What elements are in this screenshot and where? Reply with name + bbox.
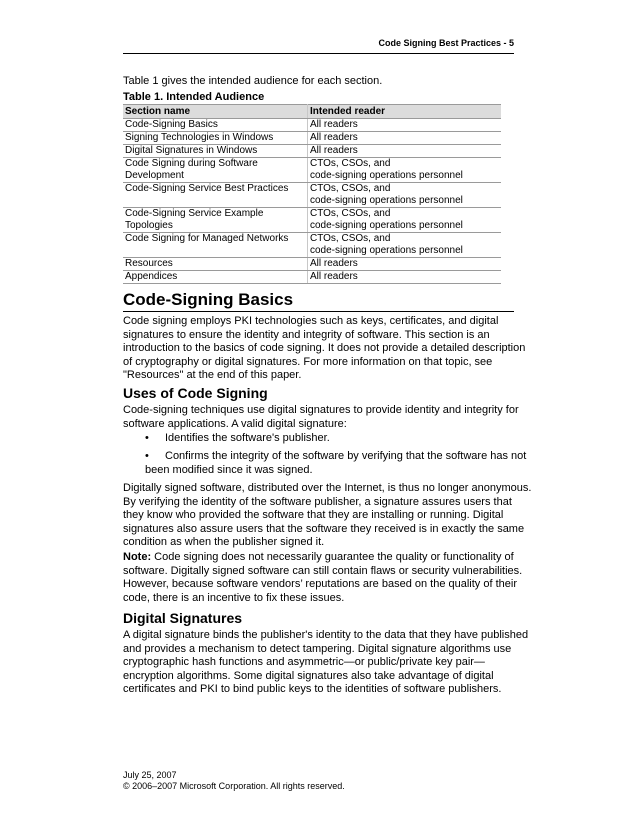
text-line: By verifying the identity of the software publisher, a signature assures users that xyxy=(123,495,512,508)
text-line: encryption algorithms. Some digital signatures also take advantage of digital xyxy=(123,669,494,682)
note-line: code, there is an incentive to fix these issues. xyxy=(123,591,345,604)
cell-line: CTOs, CSOs, and xyxy=(310,208,391,219)
footer-date: July 25, 2007 xyxy=(123,770,177,780)
cell-line: CTOs, CSOs, and xyxy=(310,183,391,194)
bullet-symbol: • xyxy=(145,450,149,462)
bullet-text xyxy=(145,450,526,477)
text-line: Identifies the software's publisher. xyxy=(165,432,330,444)
bullet-text xyxy=(145,432,330,446)
cell-line: CTOs, CSOs, and xyxy=(310,158,391,169)
table-row xyxy=(123,119,501,132)
cell-line: All readers xyxy=(310,258,358,269)
cell-line: code-signing operations personnel xyxy=(310,195,463,206)
table-body xyxy=(123,119,501,284)
cell-line: Resources xyxy=(125,258,173,269)
section-cell xyxy=(123,271,308,284)
digital-paragraph xyxy=(123,629,529,697)
bullet-item xyxy=(145,450,526,477)
table-row xyxy=(123,271,501,284)
uses-paragraph-2 xyxy=(123,482,532,550)
page-header xyxy=(123,36,514,54)
cell-line: Code Signing for Managed Networks xyxy=(125,233,289,244)
reader-cell xyxy=(308,271,502,284)
heading-digital-signatures: Digital Signatures xyxy=(123,610,243,626)
note-label: Note: xyxy=(123,551,152,563)
table-row xyxy=(123,258,501,271)
text-line: cryptographic hash functions and asymmetric—or public/private key pair— xyxy=(123,656,485,668)
cell-line: All readers xyxy=(310,271,358,282)
text-line: signatures also assure users that the software they received is in exactly the same xyxy=(123,522,525,535)
cell-line: CTOs, CSOs, and xyxy=(310,233,391,244)
bullet-symbol: • xyxy=(145,432,149,444)
cell-line: code-signing operations personnel xyxy=(310,245,463,256)
basics-paragraph xyxy=(123,315,526,383)
text-line: A digital signature binds the publisher's identity to the data that they have published xyxy=(123,629,529,641)
cell-line: Appendices xyxy=(125,271,178,282)
text-line: Code-signing techniques use digital signatures to provide identity and integrity for xyxy=(123,404,519,416)
section-cell xyxy=(123,258,308,271)
heading-uses-of-code-signing: Uses of Code Signing xyxy=(123,385,268,401)
text-line: Digitally signed software, distributed over the Internet, is thus no longer anonymous. xyxy=(123,482,532,494)
text-line: condition as when the publisher signed it. xyxy=(123,536,325,548)
cell-line: All readers xyxy=(310,119,358,130)
section-cell xyxy=(123,233,308,258)
heading-code-signing-basics: Code-Signing Basics xyxy=(123,290,514,312)
cell-line: code-signing operations personnel xyxy=(310,220,463,231)
cell-line: Code-Signing Service Example xyxy=(125,208,264,219)
intro-text: Table 1 gives the intended audience for each section. xyxy=(123,75,383,87)
cell-line: code-signing operations personnel xyxy=(310,170,463,181)
uses-paragraph xyxy=(123,404,518,431)
table-row xyxy=(123,233,501,258)
reader-cell xyxy=(308,208,502,233)
table-row xyxy=(123,145,501,158)
text-line: signatures to ensure the identity and integrity of software. This section is an xyxy=(123,328,490,341)
table-header-row xyxy=(123,105,501,119)
section-cell xyxy=(123,208,308,233)
text-line: software applications. A valid digital signature: xyxy=(123,417,347,430)
cell-line: Code-Signing Service Best Practices xyxy=(125,183,289,194)
reader-cell xyxy=(308,183,502,208)
bullet-line: Confirms the integrity of the software by verifying that the software has not xyxy=(165,450,527,462)
column-header-reader: Intended reader xyxy=(308,105,502,119)
section-cell xyxy=(123,145,308,158)
reader-cell xyxy=(308,145,502,158)
reader-cell xyxy=(308,119,502,132)
note-text: Code signing does not necessarily guarantee the quality or functionality of xyxy=(151,551,514,563)
table-row xyxy=(123,208,501,233)
reader-cell xyxy=(308,158,502,183)
page-footer xyxy=(123,770,345,792)
cell-line: Signing Technologies in Windows xyxy=(125,132,274,143)
text-line: introduction to the basics of code signing. It does not provide a detailed description xyxy=(123,342,526,354)
section-cell xyxy=(123,119,308,132)
column-header-section: Section name xyxy=(123,105,308,119)
audience-table xyxy=(123,104,501,284)
text-line: "Resources" at the end of this paper. xyxy=(123,369,302,381)
note-line xyxy=(123,551,518,565)
note-line: However, because software vendors’ reputations are based on the quality of their xyxy=(123,578,517,590)
text-line: they know who provided the software that they are installing or running. Digital xyxy=(123,509,504,521)
section-cell xyxy=(123,158,308,183)
page-header-title: Code Signing Best Practices - 5 xyxy=(378,38,514,48)
cell-line: Digital Signatures in Windows xyxy=(125,145,258,156)
cell-line: Code-Signing Basics xyxy=(125,119,218,130)
table-row xyxy=(123,183,501,208)
table-row xyxy=(123,158,501,183)
note-paragraph xyxy=(123,551,523,605)
text-line: Code signing employs PKI technologies such as keys, certificates, and digital xyxy=(123,315,499,327)
note-line: software. Digitally signed software can still contain flaws or security vulnerabilities. xyxy=(123,564,523,577)
text-line: certificates and PKI to bind public keys to the identities of software publishers. xyxy=(123,683,502,695)
table-caption: Table 1. Intended Audience xyxy=(123,91,265,103)
bullet-line: been modified since it was signed. xyxy=(145,463,313,476)
section-cell xyxy=(123,132,308,145)
reader-cell xyxy=(308,233,502,258)
text-line: and provides a mechanism to detect tampering. Digital signature algorithms use xyxy=(123,642,512,655)
cell-line: Code Signing during Software xyxy=(125,158,258,169)
text-line: of cryptography or digital signatures. For more information on that topic, see xyxy=(123,355,493,368)
table-row xyxy=(123,132,501,145)
cell-line: Topologies xyxy=(125,220,173,231)
reader-cell xyxy=(308,132,502,145)
cell-line: Development xyxy=(125,170,184,181)
reader-cell xyxy=(308,258,502,271)
footer-copyright: © 2006–2007 Microsoft Corporation. All rights reserved. xyxy=(123,781,345,791)
section-cell xyxy=(123,183,308,208)
cell-line: All readers xyxy=(310,145,358,156)
bullet-item xyxy=(145,432,330,446)
cell-line: All readers xyxy=(310,132,358,143)
